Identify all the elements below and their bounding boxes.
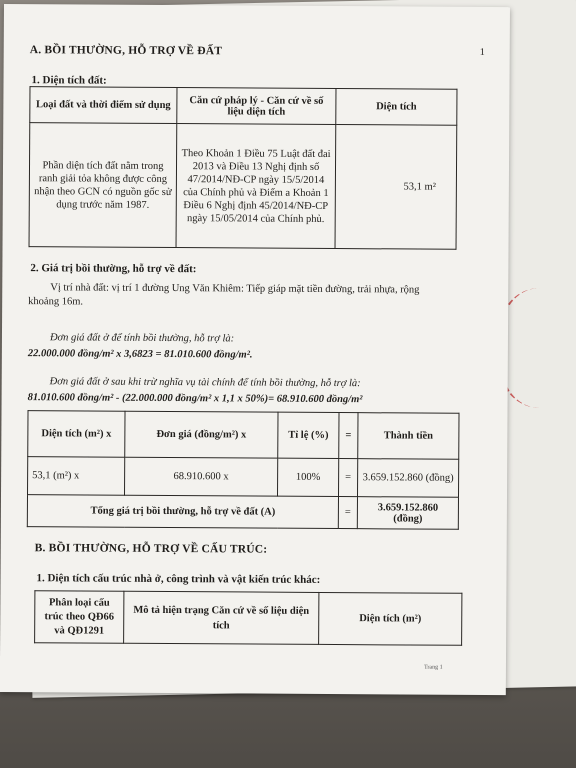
total-equals: =: [338, 497, 357, 529]
col-area: Diện tích: [336, 89, 457, 126]
location-text: Vị trí nhà đất: vị trí 1 đường Ung Văn Khiêm: Tiếp giáp mặt tiền đường, trải nhựa, rộng khoảng 16m.: [28, 282, 420, 308]
footer-page-label: Trang 1: [423, 664, 443, 671]
row-amount: 3.659.152.860 (đồng): [357, 459, 458, 498]
col-unit-price: Đơn giá (đồng/m²) x: [125, 411, 278, 458]
compensation-heading: 2. Giá trị bồi thường, hỗ trợ về đất:: [30, 262, 197, 276]
row-rate: 100%: [277, 458, 338, 496]
col-area-x: Diện tích (m²) x: [28, 411, 125, 458]
unit-price-label: Đơn giá đất ở để tính bồi thường, hỗ trợ là:: [49, 332, 235, 345]
section-b-title: B. BỒI THƯỜNG, HỖ TRỢ VỀ CẤU TRÚC:: [34, 542, 268, 556]
area-cell: 53,1 m²: [335, 125, 457, 250]
total-value: 3.659.152.860 (đồng): [357, 497, 458, 530]
structure-area-heading: 1. Diện tích cấu trúc nhà ở, công trình và vật kiến trúc khác:: [36, 572, 321, 586]
land-area-table: [29, 86, 458, 250]
col-structure-area: Diện tích (m²): [319, 592, 462, 645]
col-equals: =: [339, 413, 358, 459]
land-area-heading: 1. Diện tích đất:: [31, 74, 107, 87]
net-price-formula: 81.010.600 đồng/m² - (22.000.000 đồng/m² x 1,1 x 50%)= 68.910.600 đồng/m²: [27, 392, 363, 406]
col-rate: Tỉ lệ (%): [278, 412, 339, 458]
document-page: [0, 4, 510, 695]
row-unit-price: 68.910.600 x: [125, 457, 278, 496]
compensation-table: [27, 410, 460, 530]
total-label: Tổng giá trị bồi thường, hỗ trợ về đất (A): [27, 495, 338, 529]
row-area: 53,1 (m²) x: [28, 457, 125, 496]
section-a-title: A. BỒI THƯỜNG, HỖ TRỢ VỀ ĐẤT: [29, 44, 223, 58]
col-legal-basis: Căn cứ pháp lý - Căn cứ về số liệu diện tích: [177, 88, 336, 125]
col-description: Mô tả hiện trạng Căn cứ về số liệu diện tích: [124, 591, 319, 644]
col-amount: Thành tiền: [358, 413, 459, 460]
col-structure-class: Phân loại cấu trúc theo QĐ66 và QĐ1291: [35, 591, 124, 644]
row-equals: =: [338, 459, 357, 497]
legal-basis-cell: Theo Khoản 1 Điều 75 Luật đất đai 2013 và Điều 13 Nghị định số 47/2014/NĐ-CP ngày 15/5/2014 của Chính phủ và Điểm a Khoản 1 Điều 6 Nghị định 45/2014/NĐ-CP ngày 15/05/2014 của Chính phủ.: [176, 124, 336, 249]
unit-price-formula: 22.000.000 đồng/m² x 3,6823 = 81.010.600 đồng/m².: [27, 348, 253, 361]
land-type-cell: Phần diện tích đất nằm trong ranh giải tỏa không được công nhận theo GCN có nguồn gốc sử dụng trước năm 1987.: [29, 123, 177, 248]
red-stamp: [500, 288, 565, 408]
col-land-type: Loại đất và thời điểm sử dụng: [30, 87, 177, 124]
page-number: 1: [479, 46, 485, 58]
net-price-label: Đơn giá đất ở sau khi trừ nghĩa vụ tài chính để tính bồi thường, hỗ trợ là:: [49, 376, 361, 390]
structure-table: [34, 590, 462, 646]
